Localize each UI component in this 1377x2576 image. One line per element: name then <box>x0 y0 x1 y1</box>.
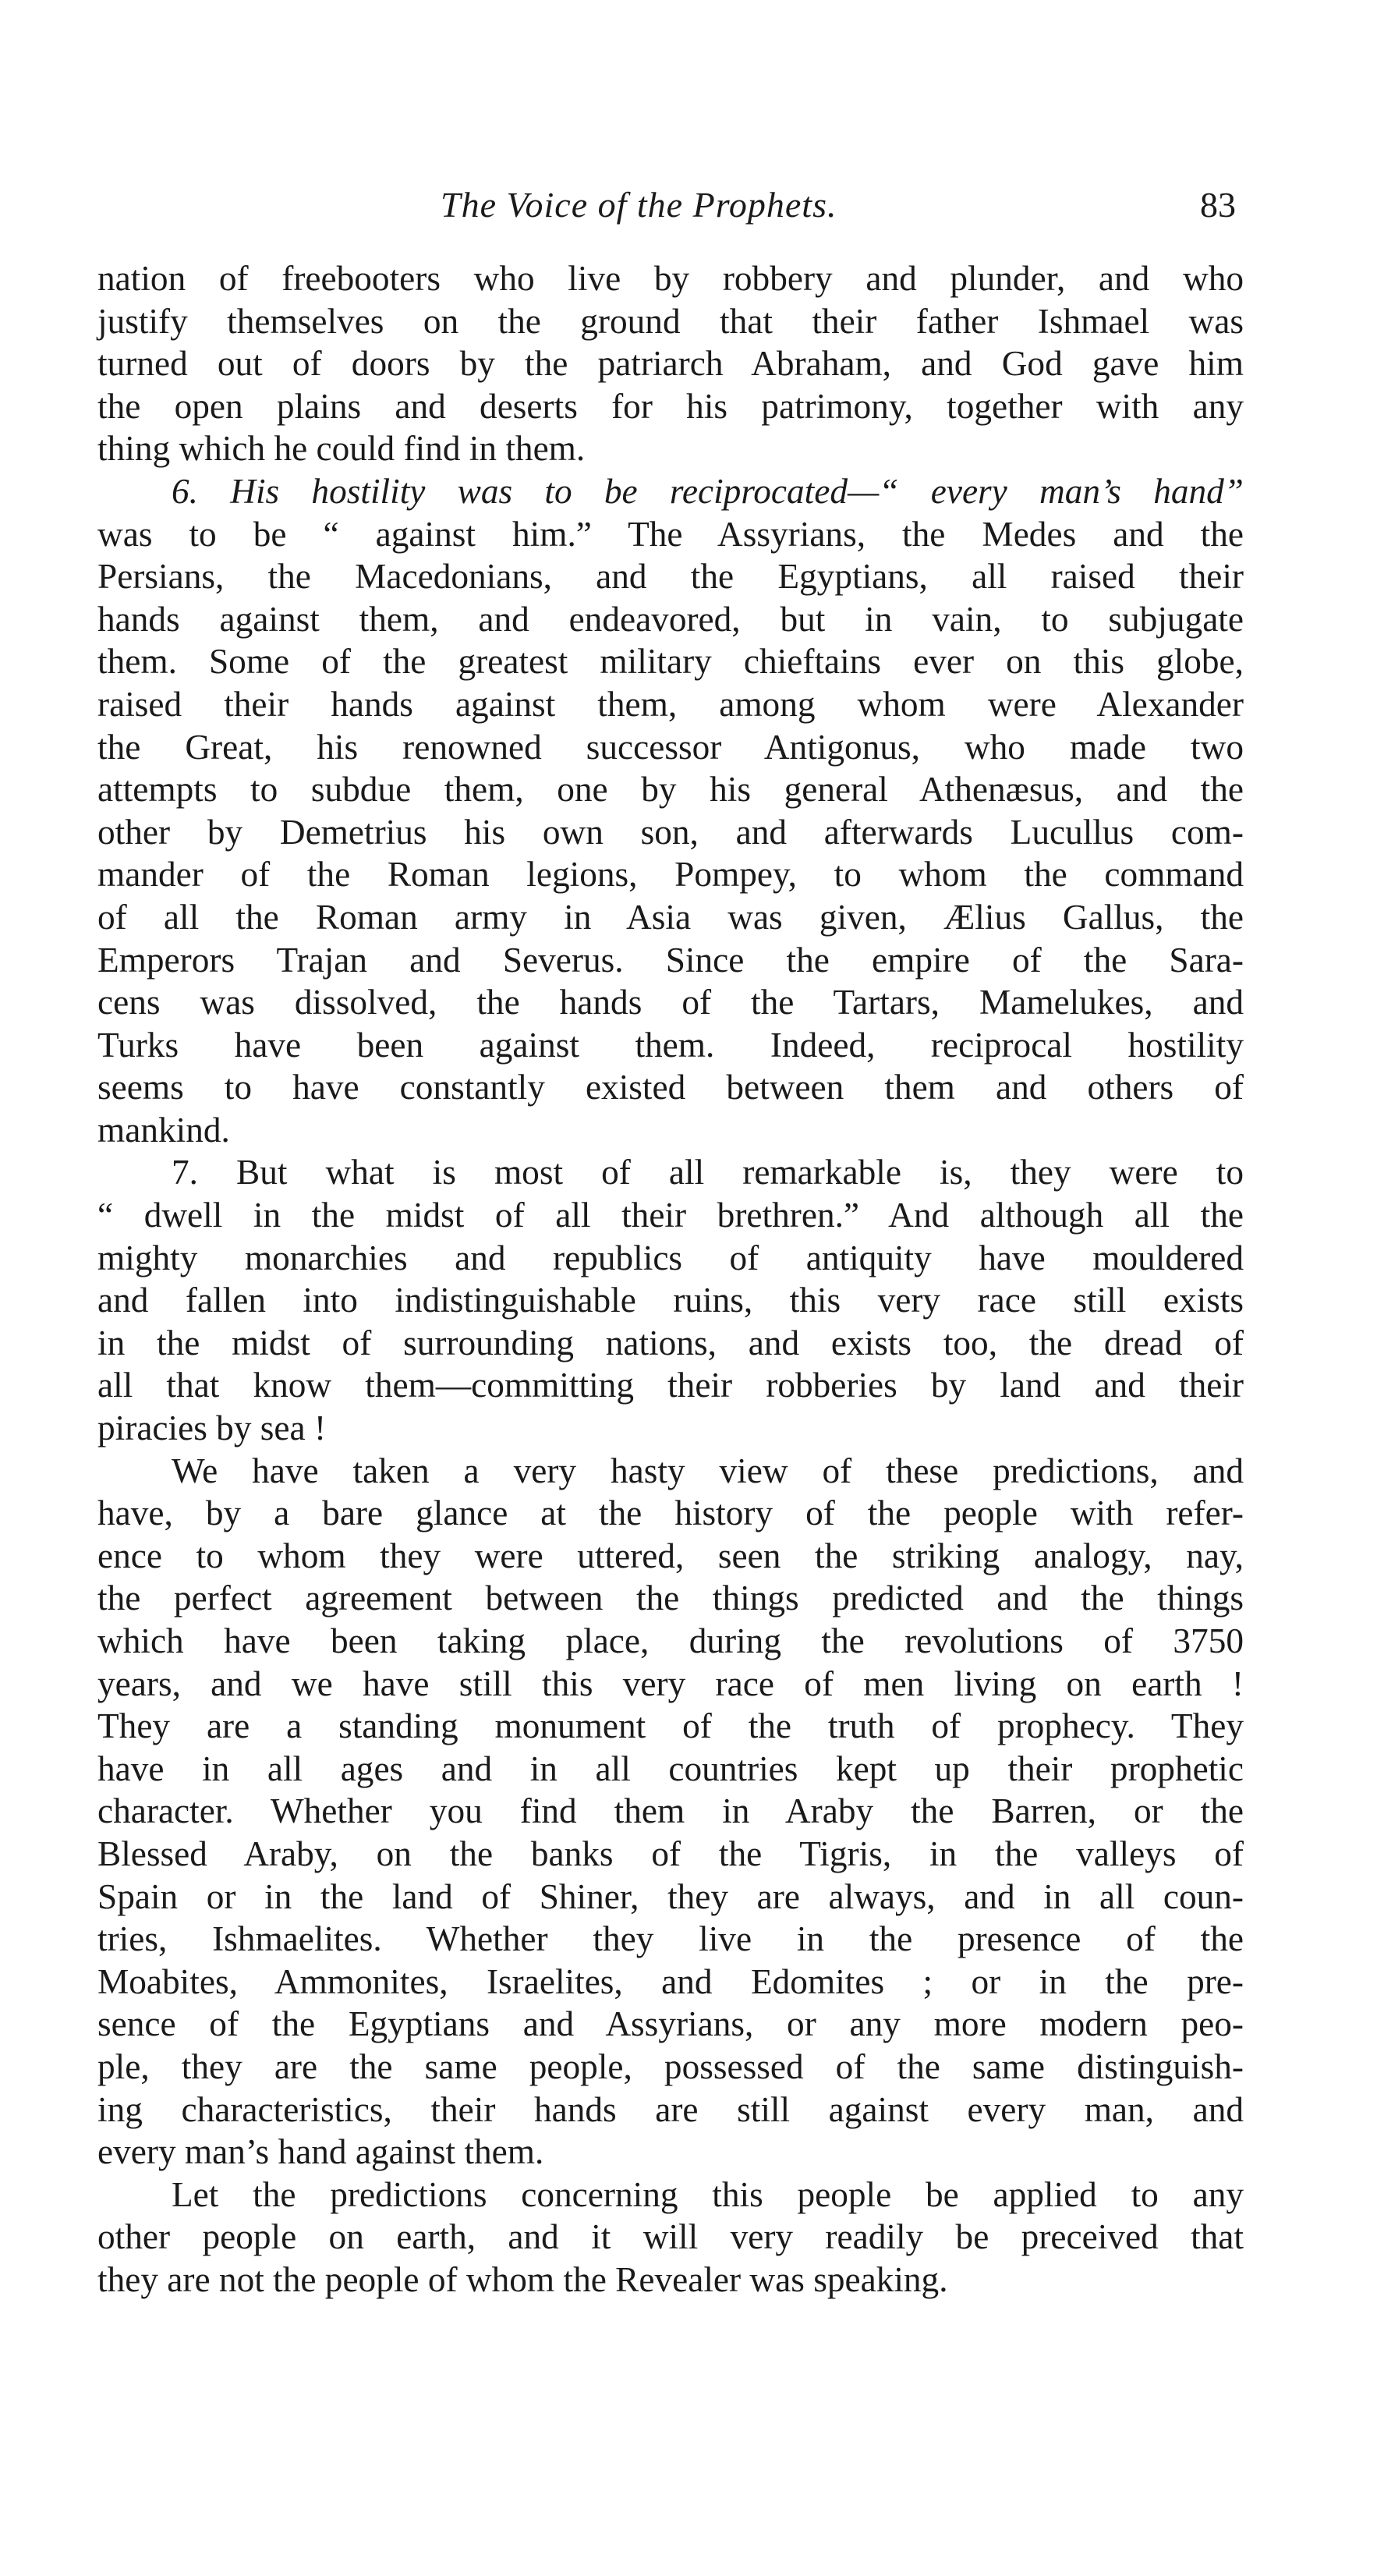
page-number: 83 <box>1200 185 1236 225</box>
text-line: have, by a bare glance at the history of the people with refer- <box>97 1494 1244 1533</box>
text-line: tries, Ishmaelites. Whether they live in the presence of the <box>97 1919 1244 1959</box>
text-line: seems to have constantly existed between them and others of <box>97 1068 1244 1107</box>
text-line: We have taken a very hasty view of these predictions, and <box>172 1451 1244 1490</box>
text-line: ing characteristics, their hands are still against every man, and <box>97 2089 1244 2129</box>
paragraph-continuation <box>97 257 1244 470</box>
text-line: the Great, his renowned successor Antigonus, who made two <box>97 727 1244 767</box>
text-line: They are a standing monument of the truth of prophecy. They <box>97 1706 1244 1746</box>
paragraph-6 <box>97 470 1244 1152</box>
text-line: piracies by sea ! <box>97 1408 327 1448</box>
text-line: all that know them—committing their robberies by land and their <box>97 1366 1244 1405</box>
text-line: thing which he could find in them. <box>97 429 586 469</box>
text-line: they are not the people of whom the Revealer was speaking. <box>97 2259 948 2299</box>
text-line: turned out of doors by the patriarch Abraham, and God gave him <box>97 344 1244 384</box>
text-line: every man’s hand against them. <box>97 2132 544 2172</box>
text-line: Spain or in the land of Shiner, they are always, and in all coun- <box>97 1876 1244 1916</box>
text-line: justify themselves on the ground that their father Ishmael was <box>97 301 1244 341</box>
text-line: raised their hands against them, among whom were Alexander <box>97 684 1244 724</box>
text-line: ple, they are the same people, possessed of the same distinguish- <box>97 2046 1244 2086</box>
text-line: 6. His hostility was to be reciprocated—“ every man’s hand” <box>172 471 1244 511</box>
paragraph-summary <box>97 1450 1244 2174</box>
text-line: mankind. <box>97 1110 230 1150</box>
text-line: years, and we have still this very race of men living on earth ! <box>97 1664 1244 1703</box>
text-line: Moabites, Ammonites, Israelites, and Edomites ; or in the pre- <box>97 1961 1244 2001</box>
text-line: them. Some of the greatest military chieftains ever on this globe, <box>97 642 1244 682</box>
body-text <box>97 257 1244 2301</box>
text-line: and fallen into indistinguishable ruins, this very race still exists <box>97 1281 1244 1320</box>
running-title: The Voice of the Prophets. <box>441 185 837 225</box>
text-line: the perfect agreement between the things predicted and the things <box>97 1579 1244 1618</box>
text-line: sence of the Egyptians and Assyrians, or any more modern peo- <box>97 2004 1244 2044</box>
running-head <box>94 184 1248 239</box>
text-line: hands against them, and endeavored, but in vain, to subjugate <box>97 599 1244 639</box>
text-line: which have been taking place, during the revolutions of 3750 <box>97 1621 1244 1660</box>
text-line: mighty monarchies and republics of antiquity have mouldered <box>97 1238 1244 1277</box>
text-line: other people on earth, and it will very readily be preceived that <box>97 2217 1244 2257</box>
text-line: the open plains and deserts for his patrimony, together with any <box>97 386 1244 426</box>
text-line: have in all ages and in all countries kept up their prophetic <box>97 1749 1244 1788</box>
text-line: cens was dissolved, the hands of the Tartars, Mamelukes, and <box>97 983 1244 1022</box>
text-line: Blessed Araby, on the banks of the Tigris, in the valleys of <box>97 1834 1244 1873</box>
text-line: other by Demetrius his own son, and afterwards Lucullus com- <box>97 812 1244 852</box>
text-line: Let the predictions concerning this people be applied to any <box>172 2174 1244 2214</box>
text-line: 7. But what is most of all remarkable is, they were to <box>172 1153 1244 1192</box>
text-line: nation of freebooters who live by robbery and plunder, and who <box>97 259 1244 298</box>
text-line: Persians, the Macedonians, and the Egyptians, all raised their <box>97 557 1244 597</box>
text-line: Turks have been against them. Indeed, reciprocal hostility <box>97 1025 1244 1065</box>
text-line: “ dwell in the midst of all their brethren.” And although all the <box>97 1196 1244 1235</box>
text-line: of all the Roman army in Asia was given, Ælius Gallus, the <box>97 897 1244 937</box>
text-line: in the midst of surrounding nations, and exists too, the dread of <box>97 1323 1244 1362</box>
text-line: mander of the Roman legions, Pompey, to whom the command <box>97 855 1244 895</box>
paragraph-conclusion <box>97 2174 1244 2301</box>
text-line: was to be “ against him.” The Assyrians, the Medes and the <box>97 514 1244 554</box>
text-line: ence to whom they were uttered, seen the striking analogy, nay, <box>97 1536 1244 1575</box>
text-line: Emperors Trajan and Severus. Since the empire of the Sara- <box>97 940 1244 980</box>
text-line: attempts to subdue them, one by his general Athenæsus, and the <box>97 770 1244 810</box>
text-line: character. Whether you find them in Araby the Barren, or the <box>97 1791 1244 1831</box>
paragraph-7 <box>97 1151 1244 1449</box>
